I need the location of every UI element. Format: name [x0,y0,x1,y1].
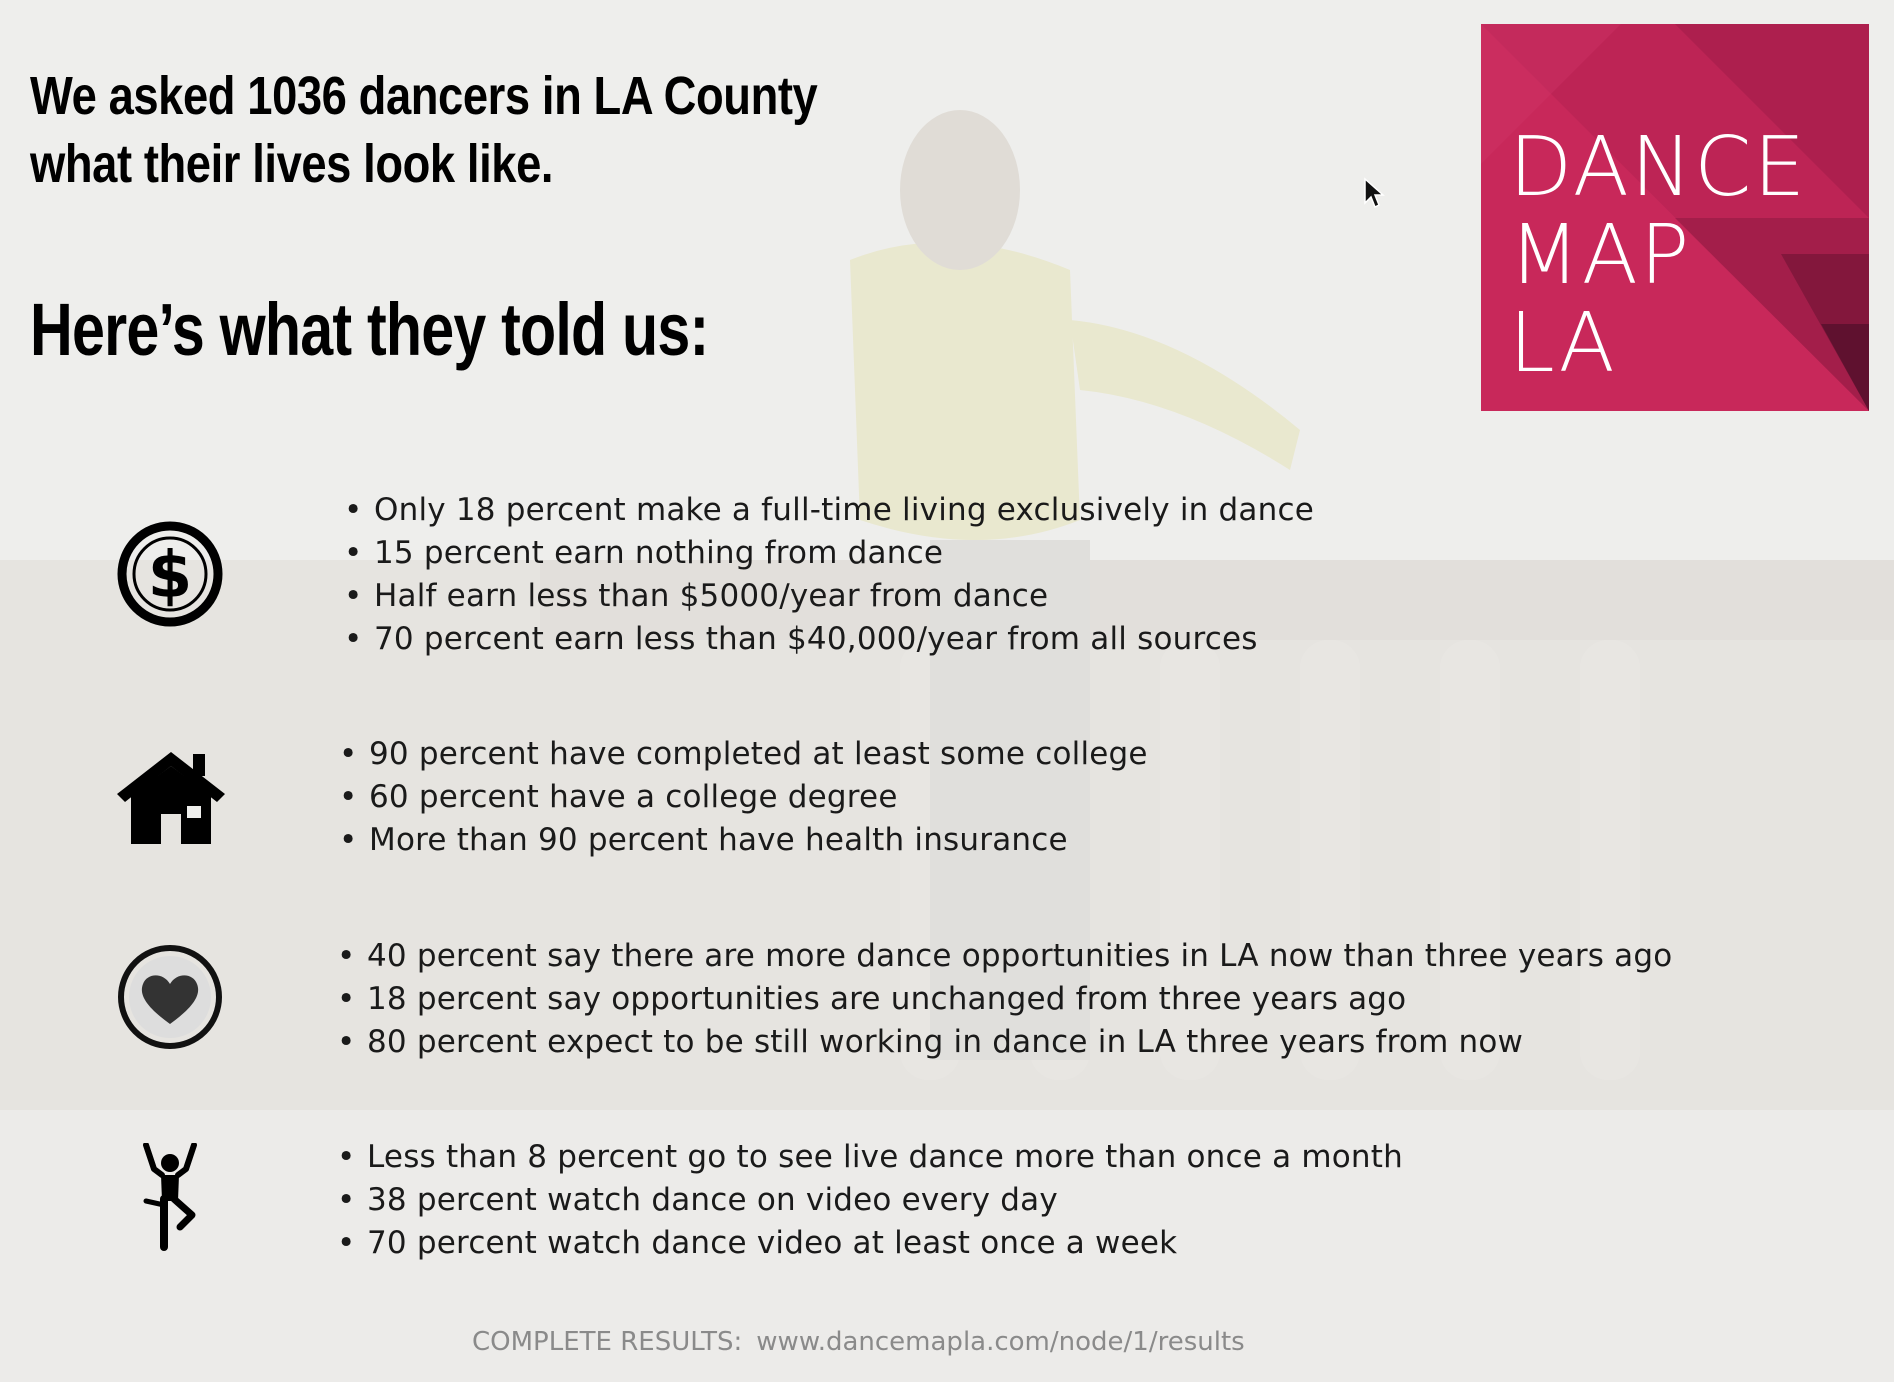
dancer-icon [140,1143,200,1255]
heart-icon [115,942,225,1052]
list-item: • 70 percent watch dance video at least once a week [333,1222,1403,1265]
mouse-cursor-icon [1363,177,1385,209]
footer-label: COMPLETE RESULTS: [472,1327,743,1357]
list-item: • 38 percent watch dance on video every day [333,1179,1403,1222]
headline-line-1: We asked 1036 dancers in LA County [30,66,818,126]
list-item: • More than 90 percent have health insurance [335,819,1148,862]
headline [30,62,817,198]
results-footer [472,1327,1245,1357]
list-item: • 70 percent earn less than $40,000/year from all sources [340,618,1314,661]
list-item: • 18 percent say opportunities are unchanged from three years ago [333,978,1672,1021]
list-item: • 40 percent say there are more dance opportunities in LA now than three years ago [333,935,1672,978]
dollar-icon [114,518,226,630]
list-item: • Only 18 percent make a full-time living exclusively in dance [340,489,1314,532]
list-item: • Half earn less than $5000/year from dance [340,575,1314,618]
subheading: Here’s what they told us: [30,288,709,371]
headline-line-2: what their lives look like. [30,134,554,194]
viewing-stats-list [333,1136,1403,1265]
logo-text-la: LA [1509,296,1617,391]
logo-text-map: MAP [1509,208,1692,303]
svg-text:$: $ [147,539,193,613]
list-item: • Less than 8 percent go to see live dance more than once a month [333,1136,1403,1179]
opportunity-stats-list [333,935,1672,1064]
list-item: • 80 percent expect to be still working in dance in LA three years from now [333,1021,1672,1064]
income-stats-list [340,489,1314,661]
dance-map-la-logo [1481,24,1869,411]
education-stats-list [335,733,1148,862]
list-item: • 90 percent have completed at least some college [335,733,1148,776]
list-item: • 15 percent earn nothing from dance [340,532,1314,575]
logo-text-dance: DANCE [1509,120,1808,215]
list-item: • 60 percent have a college degree [335,776,1148,819]
house-icon [117,748,225,844]
results-url-link[interactable]: www.dancemapla.com/node/1/results [756,1327,1245,1357]
